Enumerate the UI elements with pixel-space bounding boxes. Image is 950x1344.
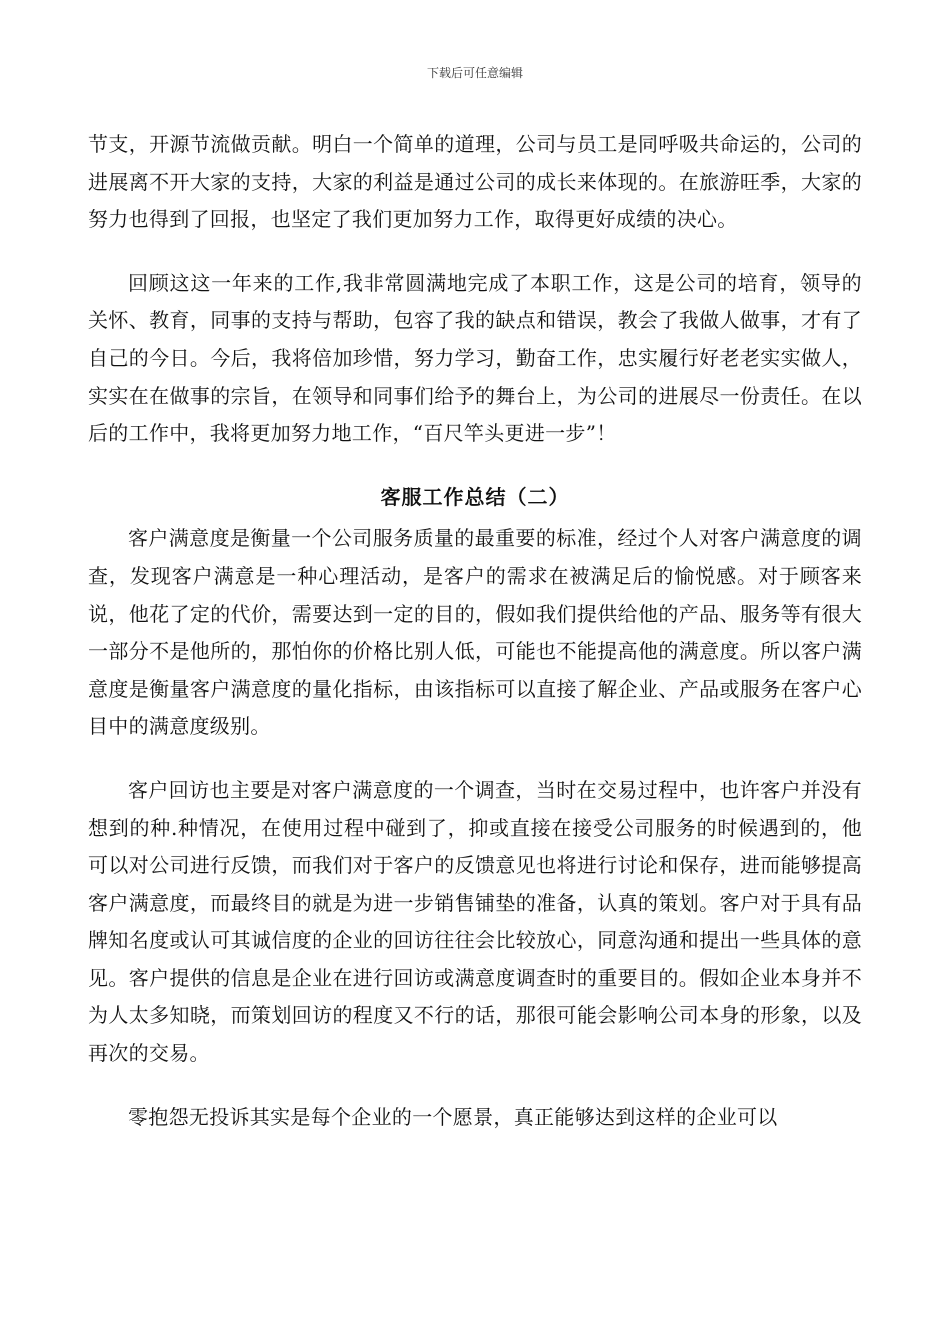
document-body [88, 126, 862, 1136]
page-header: 下载后可任意编辑 [426, 66, 523, 80]
paragraph-satisfaction: 客户满意度是衡量一个公司服务质量的最重要的标准，经过个人对客户满意度的调查，发现客户满意是一种心理活动，是客户的需求在被满足后的愉悦感。对于顾客来说，他花了定的代价，需要达到一定的目的，假如我们提供给他的产品、服务等有很大一部分不是他所的，那怕你的价格比别人低，可能也不能提高他的满意度。所以客户满意度是衡量客户满意度的量化指标，由该指标可以直接了解企业、产品或服务在客户心目中的满意度级别。 [88, 526, 862, 739]
paragraph-review: 回顾这这一年来的工作,我非常圆满地完成了本职工作，这是公司的培育，领导的关怀、教育，同事的支持与帮助，包容了我的缺点和错误，教会了我做人做事，才有了自己的今日。今后，我将倍加珍惜，努力学习，勤奋工作，忠实履行好老老实实做人，实实在在做事的宗旨，在领导和同事们给予的舞台上，为公司的进展尽一份责任。在以后的工作中，我将更加努力地工作，“百尺竿头更进一步”！ [88, 270, 862, 446]
paragraph-zero-complaint: 零抱怨无投诉其实是每个企业的一个愿景，真正能够达到这样的企业可以 [128, 1104, 778, 1129]
paragraph-continuation: 节支，开源节流做贡献。明白一个简单的道理，公司与员工是同呼吸共命运的，公司的进展离不开大家的支持，大家的利益是通过公司的成长来体现的。在旅游旺季，大家的努力也得到了回报，也坚定了我们更加努力工作，取得更好成绩的决心。 [88, 132, 862, 232]
paragraph-callback: 客户回访也主要是对客户满意度的一个调查，当时在交易过程中，也许客户并没有想到的种.种情况，在使用过程中碰到了，抑或直接在接受公司服务的时候遇到的，他可以对公司进行反馈，而我们对于客户的反馈意见也将进行讨论和保存，进而能够提高客户满意度，而最终目的就是为进一步销售铺垫的准备，认真的策划。客户对于具有品牌知名度或认可其诚信度的企业的回访往往会比较放心，同意沟通和提出一些具体的意见。客户提供的信息是企业在进行回访或满意度调查时的重要目的。假如企业本身并不为人太多知晓，而策划回访的程度又不行的话，那很可能会影响公司本身的形象，以及再次的交易。 [88, 777, 862, 1066]
section-title: 客服工作总结（二） [380, 484, 570, 509]
